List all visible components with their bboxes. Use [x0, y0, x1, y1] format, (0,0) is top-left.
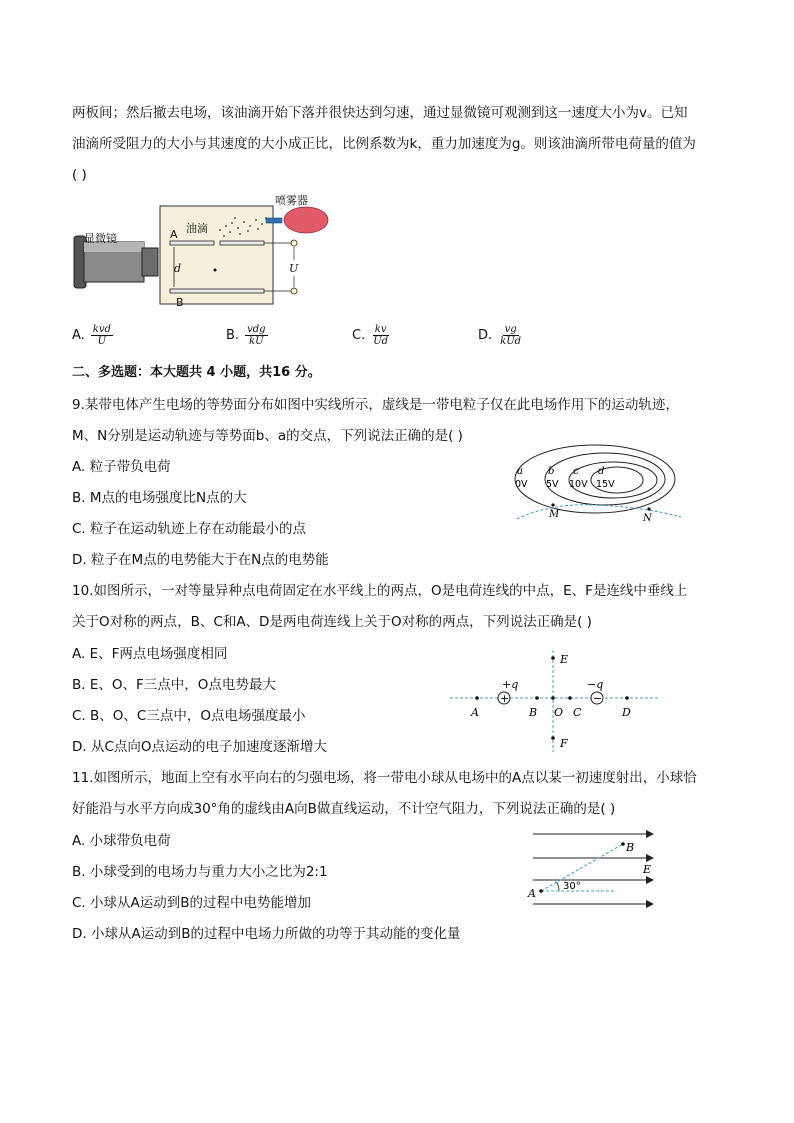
- q10-option-b[interactable]: B. E、O、F三点中，O点电势最大: [72, 677, 276, 693]
- q9-stem-line2: M、N分别是运动轨迹与等势面b、a的交点，下列说法正确的是( ): [72, 428, 463, 444]
- oil-drop-figure: [70, 190, 330, 310]
- q10-option-a[interactable]: A. E、F两点电场强度相同: [72, 646, 228, 662]
- q10-option-d[interactable]: D. 从C点向O点运动的电子加速度逐渐增大: [72, 739, 328, 755]
- q9-option-d[interactable]: D. 粒子在M点的电势能大于在N点的电势能: [72, 552, 329, 568]
- point-d-label: D: [622, 706, 631, 719]
- q9-option-c[interactable]: C. 粒子在运动轨迹上存在动能最小的点: [72, 521, 307, 537]
- q11-option-c[interactable]: C. 小球从A运动到B的过程中电势能增加: [72, 895, 312, 911]
- angle-label: 30°: [563, 881, 581, 892]
- q8-stem-line3: ( ): [72, 167, 87, 183]
- plate-a-label: A: [170, 228, 178, 241]
- equipotential-label-d: d: [598, 466, 605, 477]
- equipotential-label-c: c: [573, 466, 579, 477]
- equipotential-potential-a: 0V: [515, 479, 528, 490]
- point-charges-figure: [450, 648, 670, 758]
- point-n-label: N: [643, 513, 652, 524]
- q9-option-b[interactable]: B. M点的电场强度比N点的大: [72, 490, 247, 506]
- point-m-label: M: [549, 509, 560, 520]
- q9-option-a[interactable]: A. 粒子带负电荷: [72, 459, 171, 475]
- q11-stem-line1: 11.如图所示，地面上空有水平向右的匀强电场，将一带电小球从电场中的A点以某一初速度射出，小球恰: [72, 770, 697, 786]
- q9-stem-line1: 9.某带电体产生电场的等势面分布如图中实线所示，虚线是一带电粒子仅在此电场作用下的运动轨迹，: [72, 397, 679, 413]
- equipotential-potential-d: 15V: [596, 479, 615, 490]
- trajectory-path: [517, 505, 681, 519]
- q8-option-a[interactable]: A. $\frac{\text{kvd}}{U}$: [72, 324, 111, 347]
- uniform-field-figure: [525, 826, 665, 916]
- equipotential-potential-c: 10V: [569, 479, 588, 490]
- point-b-label: B: [529, 706, 538, 719]
- negative-charge-label: −q: [587, 678, 604, 691]
- q11-option-b[interactable]: B. 小球受到的电场力与重力大小之比为2:1: [72, 864, 328, 880]
- q8-option-b[interactable]: B. $\frac{\text{vdg}}{kU}$: [226, 324, 266, 347]
- microscope-label: 显微镜: [84, 232, 117, 245]
- point-o-label: O: [554, 706, 564, 719]
- plate-b-label: B: [176, 296, 184, 309]
- q8-option-d[interactable]: D. $\frac{vg}{\text{kUd}}$: [478, 324, 522, 347]
- section-heading: 二、多选题：本大题共 4 小题，共16 分。: [72, 365, 321, 380]
- point-c-label: C: [573, 706, 582, 719]
- droplet-label: 油滴: [186, 222, 208, 235]
- negative-charge-icon: −: [593, 692, 603, 705]
- point-a-label: A: [471, 706, 479, 719]
- distance-label: d: [174, 262, 182, 275]
- point-e-label: E: [560, 653, 569, 666]
- voltage-label: U: [289, 262, 299, 275]
- point-b-label: B: [626, 841, 635, 854]
- q10-option-c[interactable]: C. B、O、C三点中，O点电场强度最小: [72, 708, 306, 724]
- sprayer-label: 喷雾器: [275, 194, 308, 207]
- point-a-label: A: [528, 887, 536, 900]
- q8-stem-line2: 油滴所受阻力的大小与其速度的大小成正比，比例系数为k，重力加速度为g。则该油滴所带电荷量的值为: [72, 136, 696, 152]
- q8-stem-line1: 两板间；然后撤去电场，该油滴开始下落并很快达到匀速，通过显微镜可观测到这一速度大小为v。已知: [72, 105, 688, 121]
- q8-option-c[interactable]: C. $\frac{kv}{Ud}$: [352, 324, 389, 347]
- equipotential-potential-b: 5V: [546, 479, 559, 490]
- field-label: E: [643, 863, 652, 876]
- q11-stem-line2: 好能沿与水平方向成30°角的虚线由A向B做直线运动，不计空气阻力，下列说法正确的是( ): [72, 801, 616, 817]
- q11-option-a[interactable]: A. 小球带负电荷: [72, 833, 171, 849]
- equipotential-label-b: b: [548, 466, 555, 477]
- q10-stem-line1: 10.如图所示，一对等量异种点电荷固定在水平线上的两点，O是电荷连线的中点，E、F是连线中垂线上: [72, 583, 688, 599]
- positive-charge-icon: +: [500, 692, 510, 705]
- q10-stem-line2: 关于O对称的两点，B、C和A、D是两电荷连线上关于O对称的两点，下列说法正确是( ): [72, 614, 592, 630]
- q11-option-d[interactable]: D. 小球从A运动到B的过程中电场力所做的功等于其动能的变化量: [72, 926, 461, 942]
- equipotential-label-a: a: [517, 466, 523, 477]
- equipotential-figure: [505, 443, 685, 528]
- point-f-label: F: [560, 737, 568, 750]
- positive-charge-label: +q: [502, 678, 519, 691]
